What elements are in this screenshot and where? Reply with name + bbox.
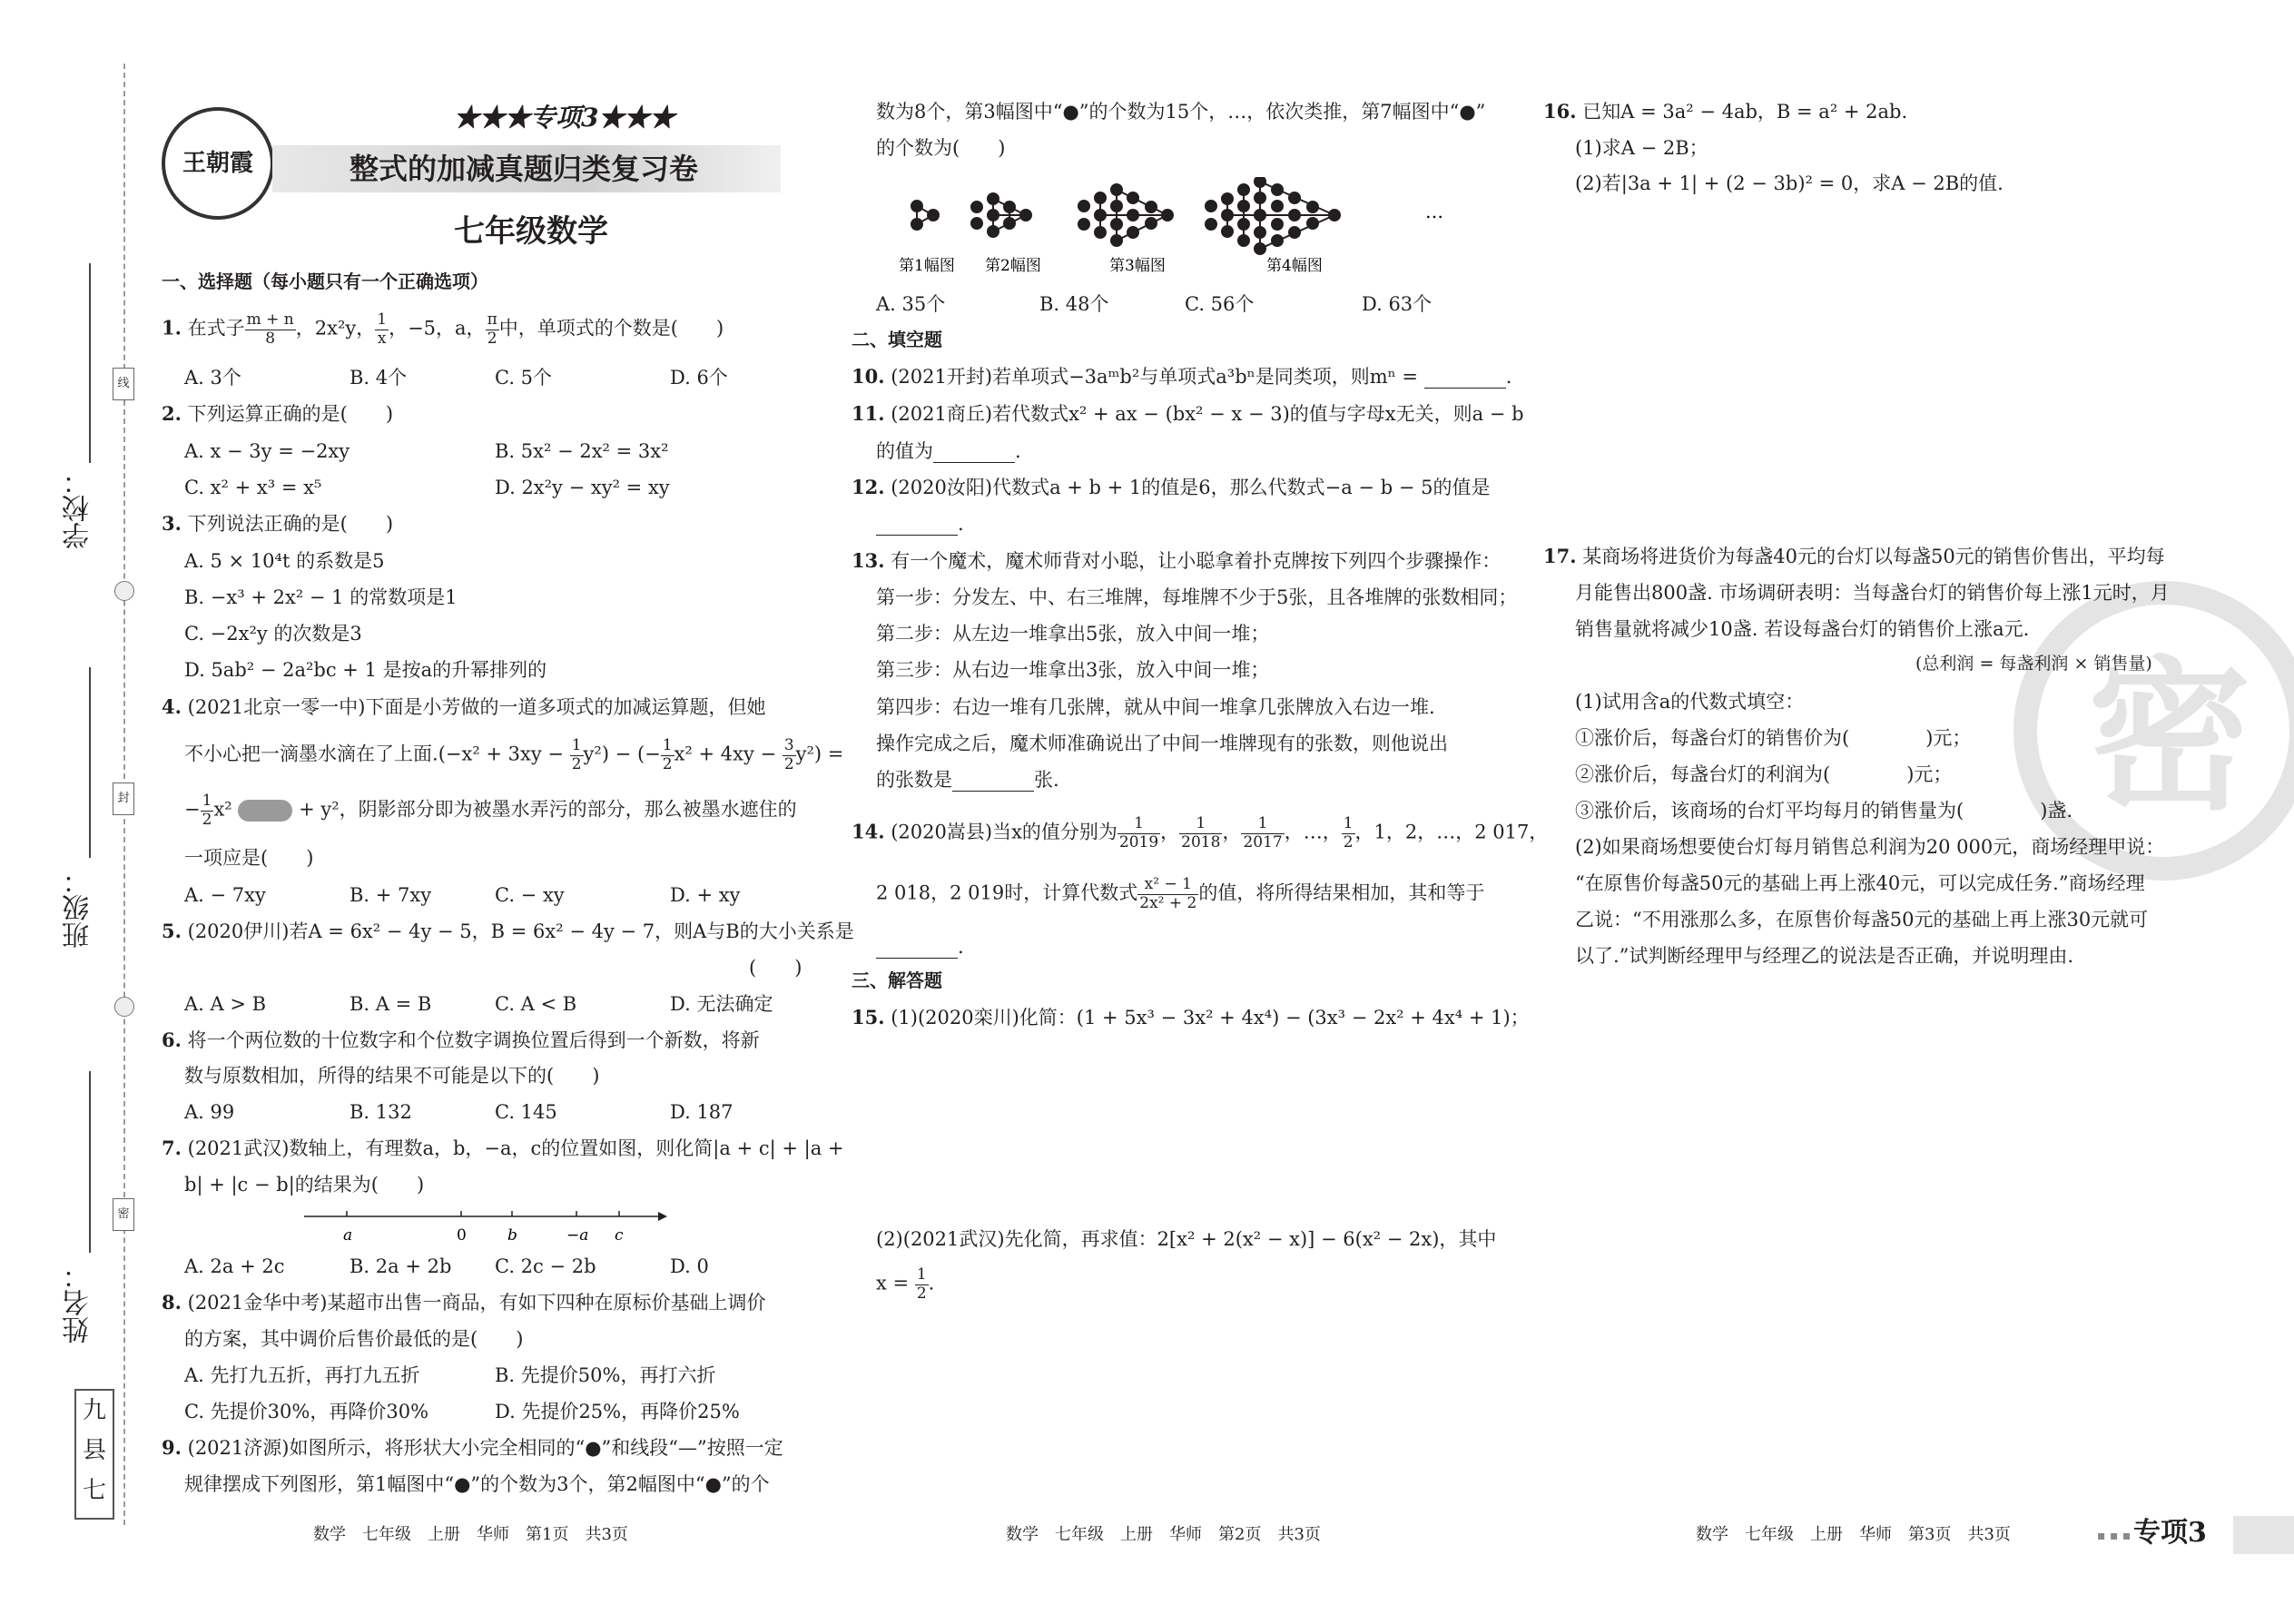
q11-text: . [1015,440,1021,462]
denominator: 2 [1343,832,1354,851]
q11-text: 的值为 [876,440,933,462]
q16-text: 已知A = 3a² − 4ab，B = a² + 2ab. [1582,101,1908,123]
q15-text: (1)(2020栾川)化简：(1 + 5x³ − 3x² + 4x⁴) − (3x³ − 2x² + 4x⁴ + 1)； [891,1007,1530,1029]
q4-line [184,792,797,829]
answer-blank[interactable] [933,444,1015,463]
denominator: 2 [487,329,497,348]
answer-blank[interactable] [876,940,958,959]
q1-option: A. 3个 [184,367,241,389]
page-footer-1: 数学 七年级 上册 华师 第1页 共3页 [313,1525,628,1544]
denominator: 2 [202,810,212,829]
denominator: 8 [265,329,276,348]
figure-4 [1206,177,1340,254]
denominator: x [377,329,387,348]
name-label: 姓名： [63,1262,94,1343]
q7-option: B. 2a + 2b [350,1255,452,1277]
denominator: 2 [662,754,673,773]
q1-text: ，2x²y， [295,317,376,340]
binding-mark-secret: 密 [113,1198,134,1231]
figure-2 [971,193,1031,237]
q4-text: y²) = [795,743,844,765]
footer-dots-icon: ▪ ▪ ▪ [2097,1529,2132,1543]
question-11 [852,402,1524,426]
question-number: 5. [162,920,182,942]
q17-formula-note: (总利润 = 每盏利润 × 销售量) [1915,654,2152,674]
question-number: 14. [852,820,885,843]
q4-text: y²) − (− [583,743,661,765]
denominator: 2018 [1181,832,1221,851]
q8-option: A. 先打九五折，再打九五折 [184,1364,420,1386]
numerator: m + n [246,310,294,329]
question-number: 7. [162,1137,182,1159]
subject-title: 七年级数学 [454,213,608,250]
class-label: 班级： [63,867,94,949]
denominator: 2x² + 2 [1139,893,1197,912]
question-12 [852,476,1490,499]
q4-text: − [184,798,201,821]
region-label [74,1389,114,1520]
q3-option: B. −x³ + 2x² − 1 的常数项是1 [184,586,458,608]
q7-text: (2021武汉)数轴上，有理数a，b，−a，c的位置如图，则化简|a + c| + |a + [187,1137,844,1159]
q4-text: x² + 4xy − [674,743,783,765]
q11-text: (2021商丘)若代数式x² + ax − (bx² − x − 3)的值与字母x无关，则a − b [891,403,1524,425]
region-char: 县 [82,1437,106,1464]
figure-caption: 第4幅图 [1266,257,1323,275]
answer-blank[interactable] [876,517,958,536]
numerator: 1 [1179,815,1222,834]
binding-mark-line: 线 [113,368,134,400]
q13-line: 操作完成之后，魔术师准确说出了中间一堆牌现有的张数，则他说出 [876,733,1448,754]
q3-text: 下列说法正确的是( ) [187,513,394,535]
question-2 [162,402,393,426]
q6-option: C. 145 [495,1101,557,1123]
q6-option: B. 132 [350,1101,412,1123]
axis-label-a: a [343,1226,353,1245]
q5-option: A. A > B [184,993,267,1015]
class-rule [89,667,91,858]
numerator: 1 [1241,815,1284,834]
q9-option: D. 63个 [1362,293,1433,315]
q5-option: C. A < B [495,993,577,1015]
name-rule [89,1071,91,1253]
q13-line [876,768,1059,792]
answer-blank[interactable] [952,773,1034,792]
denominator: 2017 [1243,832,1283,851]
question-number: 3. [162,512,182,535]
binding-hole-icon [114,581,134,601]
fraction [1179,815,1222,851]
q14-line [876,876,1484,912]
question-number: 16. [1543,100,1577,123]
fraction [1241,815,1284,851]
q8-text: (2021金华中考)某超市出售一商品，有如下四种在原标价基础上调价 [187,1292,766,1314]
q14-text: (2020嵩县)当x的值分别为 [891,821,1117,843]
q14-line [876,935,964,959]
question-15 [852,1006,1530,1029]
number-line-figure [300,1206,672,1253]
q15-text: x = [876,1272,910,1294]
q15-text: . [928,1272,935,1294]
q17-line: ②涨价后，每盏台灯的利润为( )元； [1575,763,1953,785]
q6-line: 数与原数相加，所得的结果不可能是以下的( ) [184,1065,600,1087]
figure-caption: 第3幅图 [1109,257,1166,275]
region-char: 九 [82,1397,106,1424]
q2-option: C. x² + x³ = x⁵ [184,477,322,498]
q8-option: B. 先提价50%，再打六折 [495,1364,716,1386]
q17-line: “在原售价每盏50元的基础上再上涨40元，可以完成任务.”商场经理 [1575,872,2145,894]
binding-hole-icon [114,997,134,1017]
q12-text: (2020汝阳)代数式a + b + 1的值是6，那么代数式−a − b − 5的值是 [891,477,1491,498]
school-label: 学校： [63,468,94,549]
q13-text: 有一个魔术，魔术师背对小聪，让小聪拿着扑克牌按下列四个步骤操作： [891,550,1501,572]
ink-blot [238,800,292,822]
section-choice-heading: 一、选择题（每小题只有一个正确选项） [162,271,488,292]
section-fill-heading: 二、填空题 [852,329,942,350]
numerator: 1 [916,1265,927,1284]
q1-option: B. 4个 [350,367,408,389]
question-number: 1. [162,316,182,340]
q1-text: ，−5，a， [389,317,486,340]
q5-option: B. A = B [350,993,432,1015]
question-number: 10. [852,365,885,388]
q9-option: A. 35个 [876,293,946,315]
denominator: 2 [783,754,794,773]
fraction [1342,815,1355,851]
fraction [486,311,499,348]
q17-line: 月能售出800盏. 市场调研表明：当每盏台灯的销售价每上涨1元时，月 [1575,582,2170,604]
page-title: 整式的加减真题归类复习卷 [350,152,699,186]
q3-option: A. 5 × 10⁴t 的系数是5 [184,550,385,572]
fraction [915,1266,929,1303]
fraction [570,737,584,773]
q13-line: 第二步：从左边一堆拿出5张，放入中间一堆； [876,623,1270,645]
question-13 [852,549,1501,573]
fraction [201,792,214,829]
numerator: π [487,310,497,329]
q17-line: (1)试用含a的代数式填空： [1575,691,1805,713]
series-label: ★★★专项3★★★ [454,103,675,133]
q9-line: 数为8个，第3幅图中“●”的个数为15个，…，依次类推，第7幅图中“●” [876,101,1486,123]
q4-line [184,737,843,773]
q6-option: A. 99 [184,1101,235,1123]
q11-line [876,439,1021,463]
q1-text: 在式子 [187,317,245,340]
question-number: 8. [162,1291,182,1314]
question-8 [162,1291,765,1314]
q5-text: (2020伊川)若A = 6x² − 4y − 5，B = 6x² − 4y − 7，则A与B的大小关系是 [187,920,854,942]
numerator: 1 [1343,814,1354,832]
footer-strip [2233,1516,2294,1554]
section-answer-heading: 三、解答题 [852,969,942,991]
answer-blank[interactable] [1424,369,1506,389]
q8-line: 的方案，其中调价后售价最低的是( ) [184,1328,524,1350]
question-7 [162,1137,843,1160]
q2-text: 下列运算正确的是( ) [187,403,394,425]
question-1 [162,311,724,348]
number-line-arrow [658,1212,667,1221]
figure-caption: 第1幅图 [899,257,955,275]
fraction [1137,876,1198,912]
q9-line: 规律摆成下列图形，第1幅图中“●”的个数为3个，第2幅图中“●”的个 [184,1473,770,1495]
q15-line: (2)(2021武汉)先化简，再求值：2[x² + 2(x² − x)] − 6(x² − 2x)，其中 [876,1228,1497,1250]
q12-line [876,512,964,536]
q5-option: D. 无法确定 [670,993,773,1015]
q4-text: + y²，阴影部分即为被墨水弄污的部分，那么被墨水遮住的 [299,798,797,821]
q2-option: B. 5x² − 2x² = 3x² [495,440,669,462]
question-number: 13. [852,549,885,572]
figure-3 [1078,184,1173,246]
q16-line: (1)求A − 2B； [1575,137,1708,159]
page-footer-2: 数学 七年级 上册 华师 第2页 共3页 [1006,1525,1321,1544]
denominator: 2 [916,1284,927,1303]
question-3 [162,512,393,536]
q9-line: 的个数为( ) [876,137,1006,159]
q16-line: (2)若|3a + 1| + (2 − 3b)² = 0，求A − 2B的值. [1575,172,2004,194]
q4-option: C. − xy [495,884,565,906]
axis-label-b: b [507,1226,517,1245]
q2-option: D. 2x²y − xy² = xy [495,477,670,498]
numerator: 3 [783,736,794,754]
question-number: 11. [852,402,885,425]
fraction [661,737,674,773]
q4-text: 不小心把一滴墨水滴在了上面. [184,743,438,765]
question-9 [162,1436,783,1460]
question-number: 17. [1543,545,1577,567]
numerator: 1 [571,736,582,754]
question-number: 9. [162,1436,182,1459]
q8-option: C. 先提价30%，再降价30% [184,1401,429,1422]
question-number: 6. [162,1029,182,1051]
question-6 [162,1029,760,1052]
q10-text: . [1505,366,1512,388]
q3-option: D. 5ab² − 2a²bc + 1 是按a的升幂排列的 [184,659,547,681]
q17-line: 乙说：“不用涨那么多，在原售价每盏50元的基础上再上涨30元就可 [1575,909,2149,930]
numerator: 1 [1117,815,1160,834]
q14-text: 2 018，2 019时，计算代数式 [876,881,1138,904]
q3-option: C. −2x²y 的次数是3 [184,623,362,645]
q4-text: (2021北京一零一中)下面是小芳做的一道多项式的加减运算题，但她 [187,696,766,718]
question-number: 4. [162,695,182,718]
section-badge: 专项3 [2133,1517,2207,1549]
denominator: 2 [571,754,582,773]
q17-line: 销售量就将减少10盏. 若设每盏台灯的销售价上涨a元. [1575,618,2030,640]
q12-text: . [958,513,964,535]
question-14: 14. (2020嵩县)当x的值分别为 $\frac{1}{2019}$ ， $\frac{1}{2018}$ ， $\frac{1}{2017}$ ，…， $\frac{1}{2}$ ，1，2，…，2 017， [852,814,1549,851]
q4-option: A. − 7xy [184,884,266,906]
question-17 [1543,545,2165,568]
logo-text: 王朝霞 [182,150,253,177]
q1-text: 中，单项式的个数是( ) [498,317,724,340]
axis-label-c: c [615,1226,624,1245]
q15-line [876,1266,934,1303]
q17-line: ③涨价后，该商场的台灯平均每月的销售量为( )盏. [1575,800,2073,822]
question-number: 12. [852,476,885,498]
q13-line: 第一步：分发左、中、右三堆牌，每堆牌不少于5张，且各堆牌的张数相同； [876,586,1518,608]
q13-line: 第四步：右边一堆有几张牌，就从中间一堆拿几张牌放入右边一堆. [876,696,1435,718]
q9-text: (2021济源)如图所示，将形状大小完全相同的“●”和线段“—”按照一定 [187,1437,783,1459]
fraction [1117,815,1160,851]
page-footer-3: 数学 七年级 上册 华师 第3页 共3页 [1696,1525,2011,1544]
q14-text: 的值，将所得结果相加，其和等于 [1198,881,1485,904]
publisher-logo [162,107,274,220]
fraction [783,737,796,773]
q7-option: C. 2c − 2b [495,1255,596,1277]
axis-label-zero: 0 [457,1226,467,1245]
axis-label-neg-a: −a [566,1226,589,1245]
q13-text: 张. [1034,769,1059,791]
question-10 [852,365,1511,389]
q14-text: ，…， [1284,821,1342,843]
binding-mark-seal: 封 [113,782,134,815]
question-4 [162,695,765,719]
q13-line: 第三步：从右边一堆拿出3张，放入中间一堆； [876,659,1270,681]
q6-text: 将一个两位数的十位数字和个位数字调换位置后得到一个新数，将新 [187,1029,760,1051]
q17-text: 某商场将进货价为每盏40元的台灯以每盏50元的销售价售出，平均每 [1582,546,2165,567]
q4-line: 一项应是( ) [184,847,314,869]
q7-line: b| + |c − b|的结果为( ) [184,1174,425,1196]
region-char: 七 [82,1477,106,1504]
numerator: x² − 1 [1137,876,1198,895]
question-number: 15. [852,1006,885,1029]
q9-option: B. 48个 [1039,293,1109,315]
q13-text: 的张数是 [876,769,952,791]
q4-option: B. + 7xy [350,884,432,906]
figure-ellipsis: … [1425,201,1443,222]
question-16 [1543,100,1907,123]
school-rule [89,263,91,463]
q17-line: 以了.”试判断经理甲与经理乙的说法是否正确，并说明理由. [1575,945,2074,967]
q1-option: D. 6个 [670,367,728,389]
q14-text: ，1，2，…，2 017， [1354,821,1549,843]
watermark-text: 密 [2088,643,2252,832]
denominator: 2019 [1118,832,1159,851]
figure-1 [911,201,939,230]
q4-text: (−x² + 3xy − [438,743,570,765]
fraction [245,311,296,348]
dot-pattern-figure [899,177,1480,286]
figure-caption: 第2幅图 [985,257,1041,275]
q2-option: A. x − 3y = −2xy [184,440,350,462]
q5-answer-paren: ( ) [749,957,802,979]
q17-line: ①涨价后，每盏台灯的销售价为( )元； [1575,727,1972,749]
q7-option: D. 0 [670,1255,709,1277]
q1-option: C. 5个 [495,367,553,389]
fraction [375,311,389,348]
q9-option: C. 56个 [1185,293,1255,315]
question-number: 2. [162,402,182,425]
numerator: 1 [662,736,673,754]
q17-line: (2)如果商场想要使台灯每月销售总利润为20 000元，商场经理甲说： [1575,836,2165,858]
question-5 [162,920,854,943]
q4-text: x² [213,798,232,821]
q7-option: A. 2a + 2c [184,1255,285,1277]
numerator: 1 [202,792,212,810]
q4-option: D. + xy [670,884,741,906]
numerator: 1 [377,310,388,329]
q6-option: D. 187 [670,1101,733,1123]
q14-text: . [958,936,964,958]
q10-text: (2021开封)若单项式−3aᵐb²与单项式a³bⁿ是同类项，则mⁿ = [891,366,1419,388]
q8-option: D. 先提价25%，再降价25% [495,1401,740,1422]
